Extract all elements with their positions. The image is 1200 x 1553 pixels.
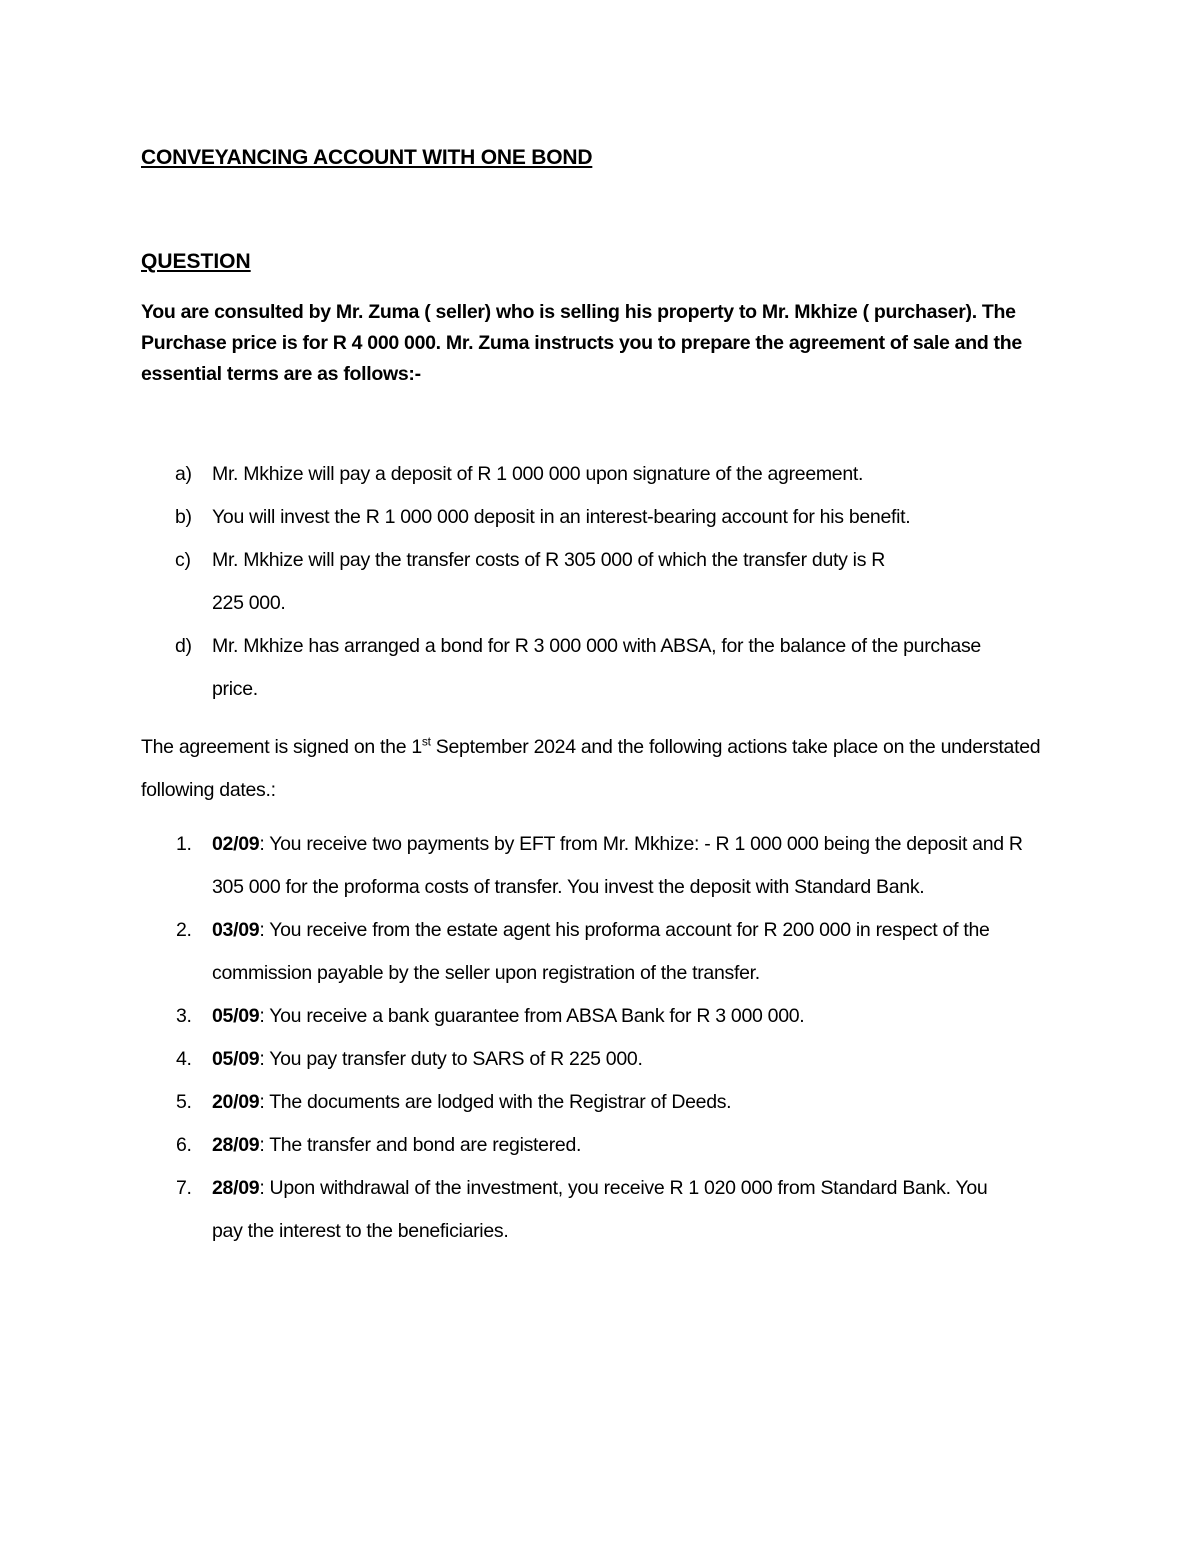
list-item <box>141 625 1061 711</box>
list-marker: 6. <box>176 1134 192 1156</box>
event-date: 05/09 <box>212 1005 260 1027</box>
list-marker: b) <box>175 506 192 528</box>
list-marker: 5. <box>176 1091 192 1113</box>
list-item-text: Mr. Mkhize will pay a deposit of R 1 000 000 upon signature of the agreement. <box>212 463 864 485</box>
list-item <box>141 1167 1061 1253</box>
terms-list <box>141 453 1061 711</box>
list-item <box>141 539 1061 625</box>
list-marker: 2. <box>176 919 192 941</box>
event-date: 05/09 <box>212 1048 260 1070</box>
list-marker: 3. <box>176 1005 192 1027</box>
list-marker: d) <box>175 635 192 657</box>
event-text: : You receive two payments by EFT from Mr. Mkhize: - R 1 000 000 being the deposit and R 305 000 for the proforma costs of transfer. You invest the deposit with Standard Bank. <box>212 833 1023 898</box>
event-text: : You receive from the estate agent his proforma account for R 200 000 in respect of the commission payable by the seller upon registration of the transfer. <box>212 919 990 984</box>
list-item <box>141 1038 1061 1081</box>
event-text: : You pay transfer duty to SARS of R 225 000. <box>259 1048 643 1070</box>
list-item <box>141 453 1061 496</box>
list-marker: 1. <box>176 833 192 855</box>
list-item-text: Mr. Mkhize will pay the transfer costs of R 305 000 of which the transfer duty is R 225 000. <box>212 549 886 614</box>
list-marker: c) <box>175 549 191 571</box>
question-heading: QUESTION <box>141 250 251 273</box>
event-date: 28/09 <box>212 1134 260 1156</box>
event-date: 20/09 <box>212 1091 260 1113</box>
event-date: 28/09 <box>212 1177 260 1199</box>
list-item <box>141 909 1061 995</box>
event-text: : The transfer and bond are registered. <box>259 1134 582 1156</box>
list-item <box>141 1081 1061 1124</box>
agreement-paragraph <box>141 726 1061 812</box>
list-item <box>141 995 1061 1038</box>
list-item <box>141 1124 1061 1167</box>
event-date: 02/09 <box>212 833 260 855</box>
ordinal-suffix: st <box>421 734 431 749</box>
event-text: : The documents are lodged with the Registrar of Deeds. <box>259 1091 732 1113</box>
event-text: : Upon withdrawal of the investment, you receive R 1 020 000 from Standard Bank. You pay the interest to the beneficiaries. <box>212 1177 988 1242</box>
list-marker: 4. <box>176 1048 192 1070</box>
paragraph-text-end: September 2024 and the following actions take place on the understated following dates.: <box>141 736 1041 801</box>
events-list <box>141 823 1061 1253</box>
list-marker: 7. <box>176 1177 192 1199</box>
list-item <box>141 496 1061 539</box>
list-marker: a) <box>175 463 192 485</box>
list-item <box>141 823 1061 909</box>
document-title: CONVEYANCING ACCOUNT WITH ONE BOND <box>141 146 593 169</box>
event-date: 03/09 <box>212 919 260 941</box>
list-item-text: Mr. Mkhize has arranged a bond for R 3 000 000 with ABSA, for the balance of the purchase price. <box>212 635 981 700</box>
event-text: : You receive a bank guarantee from ABSA Bank for R 3 000 000. <box>259 1005 805 1027</box>
list-item-text: You will invest the R 1 000 000 deposit in an interest-bearing account for his benefit. <box>212 506 911 528</box>
intro-paragraph: You are consulted by Mr. Zuma ( seller) who is selling his property to Mr. Mkhize ( purchaser). The Purchase price is for R 4 000 000. Mr. Zuma instructs you to prepare the agreement of sale and the essential terms are as follows:- <box>141 301 1022 385</box>
paragraph-text-start: The agreement is signed on the 1 <box>141 736 422 758</box>
